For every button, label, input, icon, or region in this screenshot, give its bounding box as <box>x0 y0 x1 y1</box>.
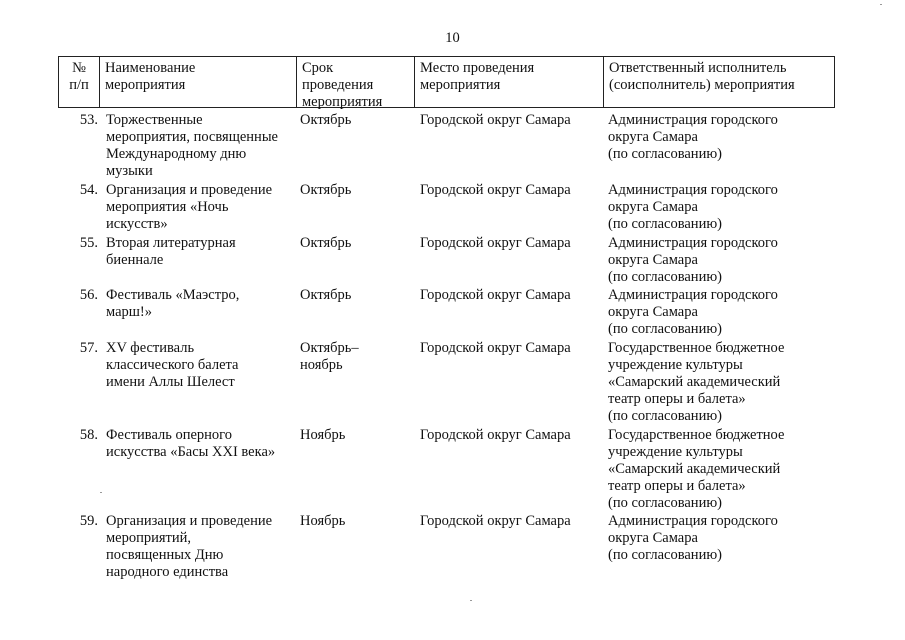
row-responsible: Государственное бюджетное учреждение культуры «Самарский академический театр оперы и балета» (по согласованию) <box>608 427 785 511</box>
row-event-name: XV фестиваль классического балета имени Аллы Шелест <box>106 340 239 390</box>
header-responsible: Ответственный исполнитель (соисполнитель) мероприятия <box>609 60 795 93</box>
row-place: Городской округ Самара <box>420 112 571 128</box>
row-place: Городской округ Самара <box>420 235 571 251</box>
row-event-name: Торжественные мероприятия, посвященные Международному дню музыки <box>106 112 278 179</box>
row-event-name: Организация и проведение мероприятия «Ночь искусств» <box>106 182 273 232</box>
row-place: Городской округ Самара <box>420 340 571 356</box>
row-number: 56. <box>79 287 98 303</box>
row-number: 58. <box>79 427 98 443</box>
row-place: Городской округ Самара <box>420 182 571 198</box>
scan-speck <box>470 600 472 601</box>
row-term: Октябрь <box>300 112 352 128</box>
row-place: Городской округ Самара <box>420 427 571 443</box>
scan-speck <box>100 492 102 493</box>
row-place: Городской округ Самара <box>420 287 571 303</box>
header-event-name: Наименование мероприятия <box>100 57 297 107</box>
row-number: 59. <box>79 513 98 529</box>
header-place: Место проведения мероприятия <box>415 57 604 107</box>
row-place: Городской округ Самара <box>420 513 571 529</box>
row-responsible: Администрация городского округа Самара (по согласованию) <box>608 182 778 232</box>
page-number: 10 <box>445 30 460 46</box>
row-term: Октябрь– ноябрь <box>300 340 359 373</box>
row-number: 57. <box>79 340 98 356</box>
row-responsible: Администрация городского округа Самара (по согласованию) <box>608 287 778 337</box>
row-responsible: Государственное бюджетное учреждение культуры «Самарский академический театр оперы и балета» (по согласованию) <box>608 340 785 424</box>
table-header <box>58 56 835 108</box>
scan-speck <box>880 4 882 5</box>
header-term: Срок проведения мероприятия <box>297 57 415 107</box>
row-responsible: Администрация городского округа Самара (по согласованию) <box>608 513 778 563</box>
row-term: Октябрь <box>300 182 352 198</box>
row-event-name: Фестиваль «Маэстро, марш!» <box>106 287 240 320</box>
row-number: 55. <box>79 235 98 251</box>
header-number: № п/п <box>59 57 100 107</box>
row-responsible: Администрация городского округа Самара (по согласованию) <box>608 235 778 285</box>
row-event-name: Организация и проведение мероприятий, посвященных Дню народного единства <box>106 513 273 580</box>
row-term: Октябрь <box>300 235 352 251</box>
row-responsible: Администрация городского округа Самара (по согласованию) <box>608 112 778 162</box>
row-term: Ноябрь <box>300 513 346 529</box>
row-term: Ноябрь <box>300 427 346 443</box>
row-term: Октябрь <box>300 287 352 303</box>
row-event-name: Вторая литературная биеннале <box>106 235 236 268</box>
row-number: 54. <box>79 182 98 198</box>
row-event-name: Фестиваль оперного искусства «Басы XXI века» <box>106 427 276 460</box>
row-number: 53. <box>79 112 98 128</box>
